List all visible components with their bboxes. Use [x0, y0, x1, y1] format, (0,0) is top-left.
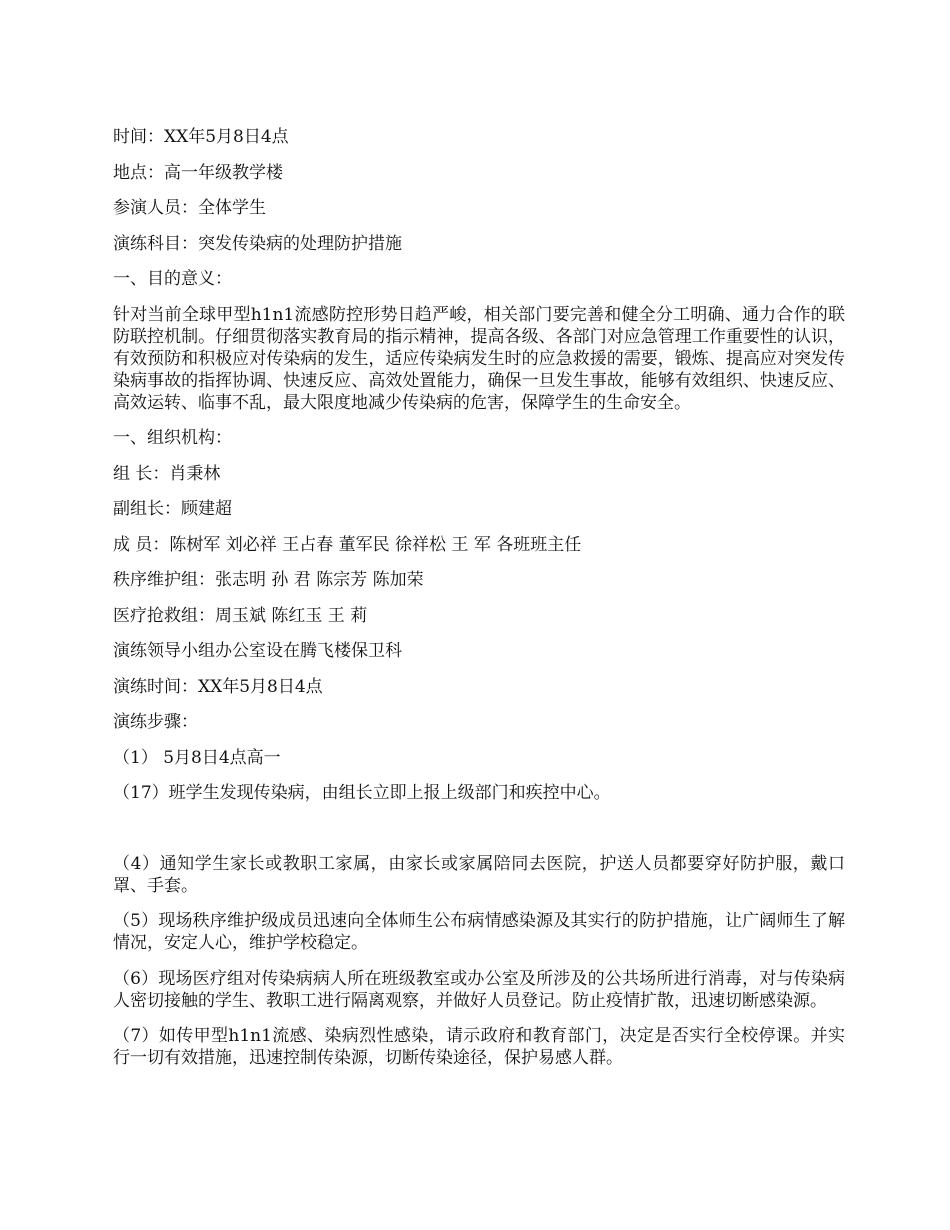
step-6: （6）现场医疗组对传染病病人所在班级教室或办公室及所涉及的公共场所进行消毒，对与传染病人密切接触的学生、教职工进行隔离观察，并做好人员登记。防止疫情扩散，迅速切断感染源。 [113, 968, 845, 1011]
paragraph-time: 时间：XX年5月8日4点 [113, 127, 289, 147]
paragraph-office: 演练领导小组办公室设在腾飞楼保卫科 [113, 641, 402, 661]
heading-drill-steps: 演练步骤： [113, 712, 198, 732]
document-body [113, 126, 845, 1083]
step-5: （5）现场秩序维护级成员迅速向全体师生公布病情感染源及其实行的防护措施，让广阔师生了解情况，安定人心，维护学校稳定。 [113, 911, 845, 953]
step-7: （7）如传甲型h1n1流感、染病烈性感染，请示政府和教育部门，决定是否实行全校停课。并实行一切有效措施，迅速控制传染源，切断传染途径，保护易感人群。 [113, 1026, 845, 1068]
paragraph-order-group: 秩序维护组：张志明 孙 君 陈宗芳 陈加荣 [113, 570, 424, 590]
paragraph-purpose-body: 针对当前全球甲型h1n1流感防控形势日趋严峻，相关部门要完善和健全分工明确、通力合作的联防联控机制。仔细贯彻落实教育局的指示精神，提高各级、各部门对应急管理工作重要性的认识，有效预防和积极应对传染病的发生，适应传染病发生时的应急救援的需要，锻炼、提高应对突发传染病事故的指挥协调、快速反应、高效处置能力，确保一旦发生事故，能够有效组织、快速反应、高效运转、临事不乱，最大限度地减少传染病的危害，保障学生的生命安全。 [113, 304, 845, 413]
paragraph-subject: 演练科目：突发传染病的处理防护措施 [113, 233, 402, 254]
step-1: （1） 5月8日4点高一 [113, 747, 281, 768]
paragraph-leader: 组 长：肖秉林 [113, 463, 221, 484]
paragraph-deputy-leader: 副组长：顾建超 [113, 499, 232, 519]
step-4: （4）通知学生家长或教职工家属，由家长或家属陪同去医院，护送人员都要穿好防护服，戴口罩、手套。 [113, 853, 845, 896]
paragraph-drill-time: 演练时间：XX年5月8日4点 [113, 676, 323, 697]
paragraph-participants: 参演人员：全体学生 [113, 198, 266, 218]
paragraph-location: 地点：高一年级教学楼 [113, 162, 283, 183]
paragraph-members: 成 员：陈树军 刘必祥 王占春 董军民 徐祥松 王 军 各班班主任 [113, 534, 582, 555]
paragraph-medical-group: 医疗抢救组：周玉斌 陈红玉 王 莉 [113, 605, 368, 626]
heading-organization: 一、组织机构： [113, 428, 232, 448]
blank-space [113, 818, 845, 853]
heading-purpose: 一、目的意义： [113, 269, 232, 289]
step-17: （17）班学生发现传染病，由组长立即上报上级部门和疾控中心。 [113, 783, 611, 803]
